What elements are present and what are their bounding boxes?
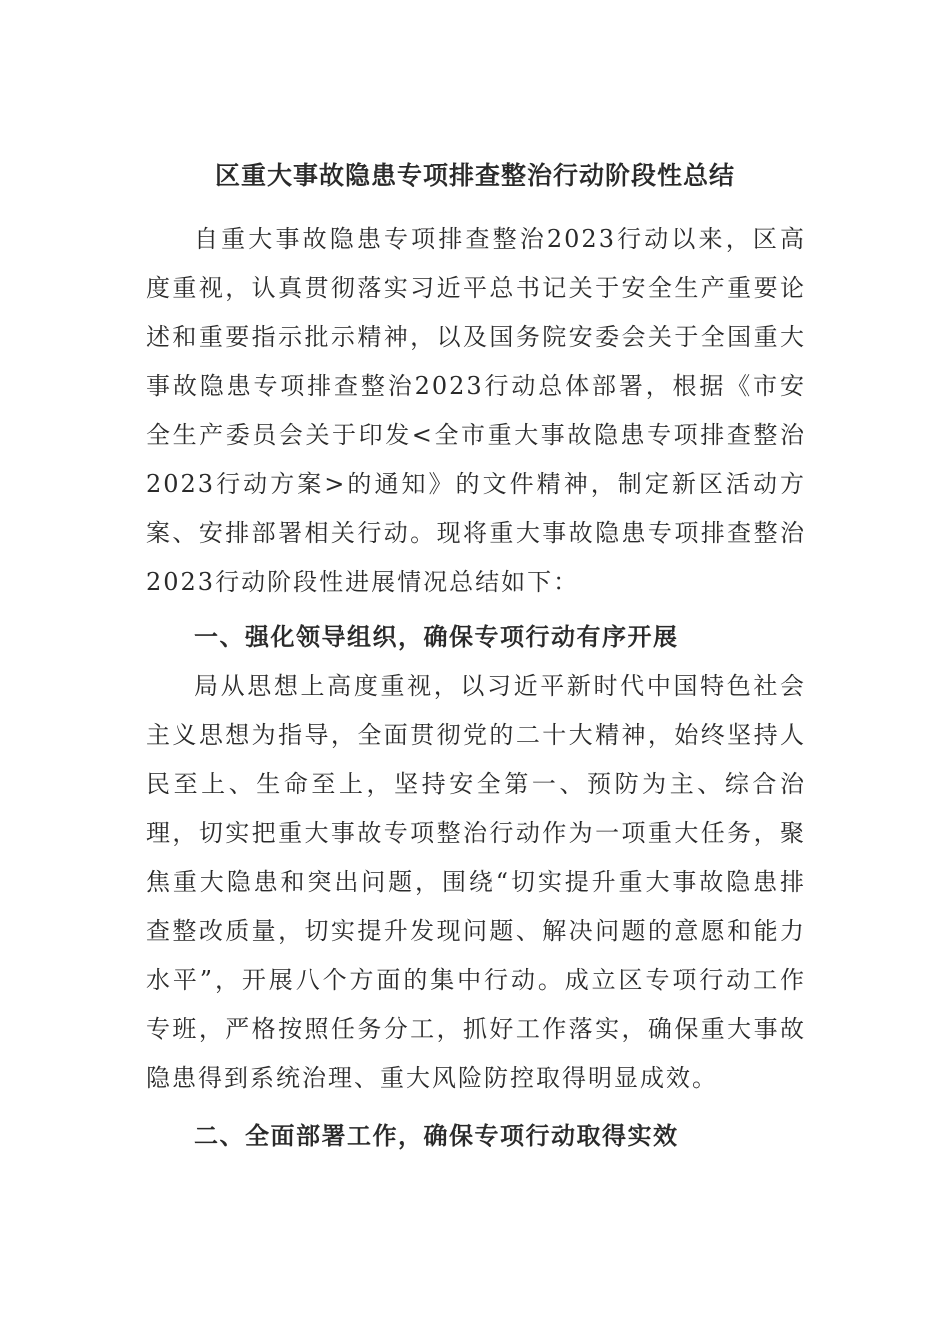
section-heading-2: 二、全面部署工作，确保专项行动取得实效 [194, 1121, 679, 1150]
section-heading-1: 一、强化领导组织，确保专项行动有序开展 [194, 622, 679, 651]
document-title: 区重大事故隐患专项排查整治行动阶段性总结 [214, 161, 735, 190]
section-1-paragraph: 局从思想上高度重视，以习近平新时代中国特色社会主义思想为指导，全面贯彻党的二十大精神，始终坚持人民至上、生命至上，坚持安全第一、预防为主、综合治理，切实把重大事故专项整治行动作为一项重大任务，聚焦重大隐患和突出问题，围绕“切实提升重大事故隐患排查整改质量，切实提升发现问题、解决问题的意愿和能力水平”，开展八个方面的集中行动。成立区专项行动工作专班，严格按照任务分工，抓好工作落实，确保重大事故隐患得到系统治理、重大风险防控取得明显成效。 [146, 672, 806, 1092]
intro-paragraph: 自重大事故隐患专项排查整治2023行动以来，区高度重视，认真贯彻落实习近平总书记关于安全生产重要论述和重要指示批示精神，以及国务院安委会关于全国重大事故隐患专项排查整治2023行动总体部署，根据《市安全生产委员会关于印发<全市重大事故隐患专项排查整治2023行动方案>的通知》的文件精神，制定新区活动方案、安排部署相关行动。现将重大事故隐患专项排查整治2023行动阶段性进展情况总结如下： [146, 225, 806, 596]
